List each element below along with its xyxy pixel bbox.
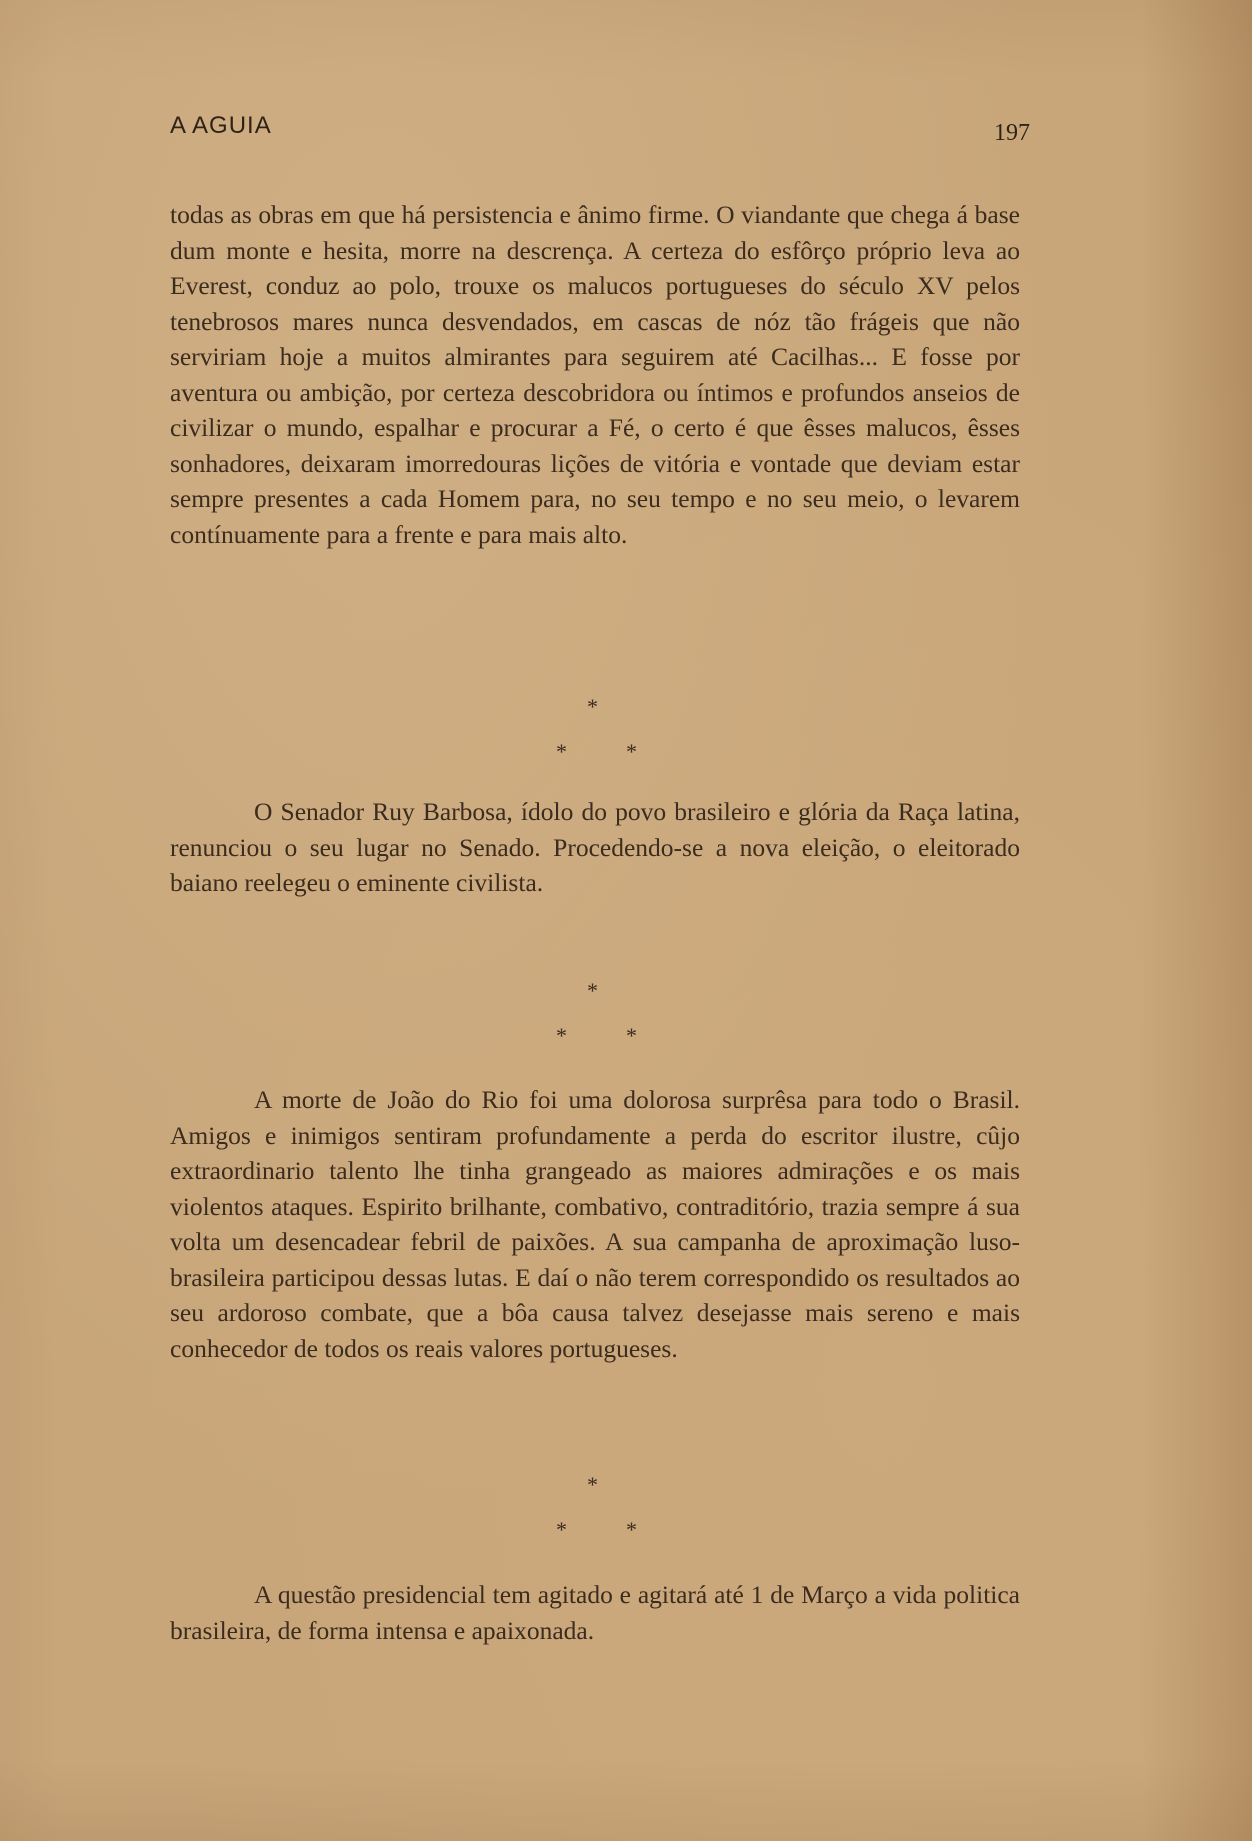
- paragraph-ruy-barbosa: [170, 794, 1020, 901]
- star-ornament: *: [556, 739, 567, 764]
- section-divider: [170, 978, 1020, 1048]
- paragraph-questao-presidencial: [170, 1577, 1020, 1648]
- paragraph-text: todas as obras em que há persistencia e ânimo firme. O viandante que chega á base dum monte e hesita, morre na descrença. A certeza do esfôrço próprio leva ao Everest, conduz ao polo, trouxe os malucos portugueses do século XV pelos tenebrosos mares nunca desvendados, em cascas de nóz tão frágeis que não serviriam hoje a muitos almirantes para seguirem até Cacilhas... E fosse por aventura ou ambição, por certeza descobridora ou íntimos e profundos anseios de civilizar o mundo, espalhar e procurar a Fé, o certo é que êsses malucos, êsses sonhadores, deixaram imorredouras lições de vitória e vontade que deviam estar sempre presentes a cada Homem para, no seu tempo e no seu meio, o levarem contínuamente para a frente e para mais alto.: [170, 200, 1020, 549]
- paragraph-text: A questão presidencial tem agitado e agitará até 1 de Março a vida politica brasileira, de forma intensa e apaixonada.: [170, 1580, 1020, 1645]
- section-divider: [170, 1472, 1020, 1542]
- star-ornament: *: [626, 739, 637, 764]
- star-ornament: *: [587, 978, 598, 1003]
- paragraph-text: A morte de João do Rio foi uma dolorosa surprêsa para todo o Brasil. Amigos e inimigos sentiram profundamente a perda do escritor ilustre, cûjo extraordinario talento lhe tinha grangeado as maiores admirações e os mais violentos ataques. Espirito brilhante, combativo, contraditório, trazia sempre á sua volta um desencadear febril de paixões. A sua campanha de aproximação luso-brasileira participou dessas lutas. E daí o não terem correspondido os resultados ao seu ardoroso combate, que a bôa causa talvez desejasse mais sereno e mais conhecedor de todos os reais valores portugueses.: [170, 1085, 1020, 1363]
- star-ornament: *: [587, 1472, 598, 1497]
- star-ornament: *: [587, 694, 598, 719]
- star-ornament: *: [626, 1023, 637, 1048]
- star-ornament: *: [556, 1023, 567, 1048]
- star-ornament: *: [556, 1517, 567, 1542]
- paragraph-everest: [170, 197, 1020, 552]
- paragraph-text: O Senador Ruy Barbosa, ídolo do povo brasileiro e glória da Raça latina, renunciou o seu lugar no Senado. Procedendo-se a nova eleição, o eleitorado baiano reelegeu o eminente civilista.: [170, 797, 1020, 897]
- page-number: 197: [994, 120, 1030, 146]
- running-head: A AGUIA: [170, 112, 272, 139]
- page-header: [170, 112, 1030, 152]
- paragraph-joao-do-rio: [170, 1082, 1020, 1366]
- section-divider: [170, 694, 1020, 764]
- star-ornament: *: [626, 1517, 637, 1542]
